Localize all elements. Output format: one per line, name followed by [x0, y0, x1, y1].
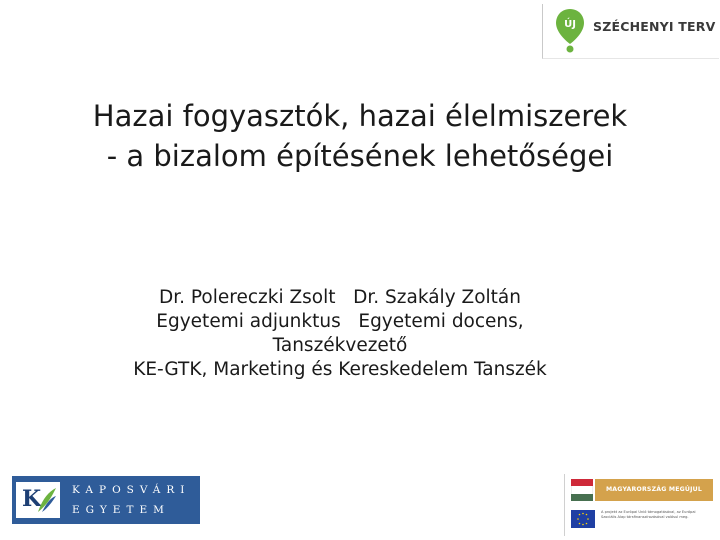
ke-name-line-2: EGYETEM	[72, 504, 170, 516]
ke-emblem-icon	[16, 482, 60, 518]
szechenyi-terv-logo	[542, 4, 719, 59]
eu-funding-line-2: Szociális Alap társfinanszírozásával valósul meg.	[601, 515, 689, 519]
title-line-1: Hazai fogyasztók, hazai élelmiszerek	[92, 99, 628, 133]
eu-funding-line-1: A projekt az Európai Unió támogatásával, az Európai	[601, 510, 696, 514]
hungarian-flag-icon	[571, 479, 593, 501]
author-names: Dr. Polereczki Zsolt Dr. Szakály Zoltán	[159, 287, 521, 308]
kaposvari-egyetem-logo	[12, 476, 200, 524]
szechenyi-pin-text: ÚJ	[564, 19, 576, 30]
ke-name-line-1: KAPOSVÁRI	[72, 484, 191, 496]
location-pin-icon	[555, 8, 585, 54]
szechenyi-terv-name: SZÉCHENYI TERV	[593, 19, 716, 34]
ke-emblem-letter: K	[22, 486, 42, 512]
eu-funding-text	[601, 510, 713, 520]
author-affiliation: KE-GTK, Marketing és Kereskedelem Tanszék	[133, 359, 547, 380]
title-line-2: - a bizalom építésének lehetőségei	[106, 139, 614, 173]
author-position-extra: Tanszékvezető	[272, 335, 408, 356]
megujul-banner: MAGYARORSZÁG MEGÚJUL	[595, 479, 713, 501]
eu-flag-icon	[571, 510, 595, 528]
magyarorszag-megujul-badge	[564, 474, 717, 536]
slide-title	[40, 96, 680, 176]
author-block	[60, 286, 620, 382]
author-positions: Egyetemi adjunktus Egyetemi docens,	[156, 311, 524, 332]
